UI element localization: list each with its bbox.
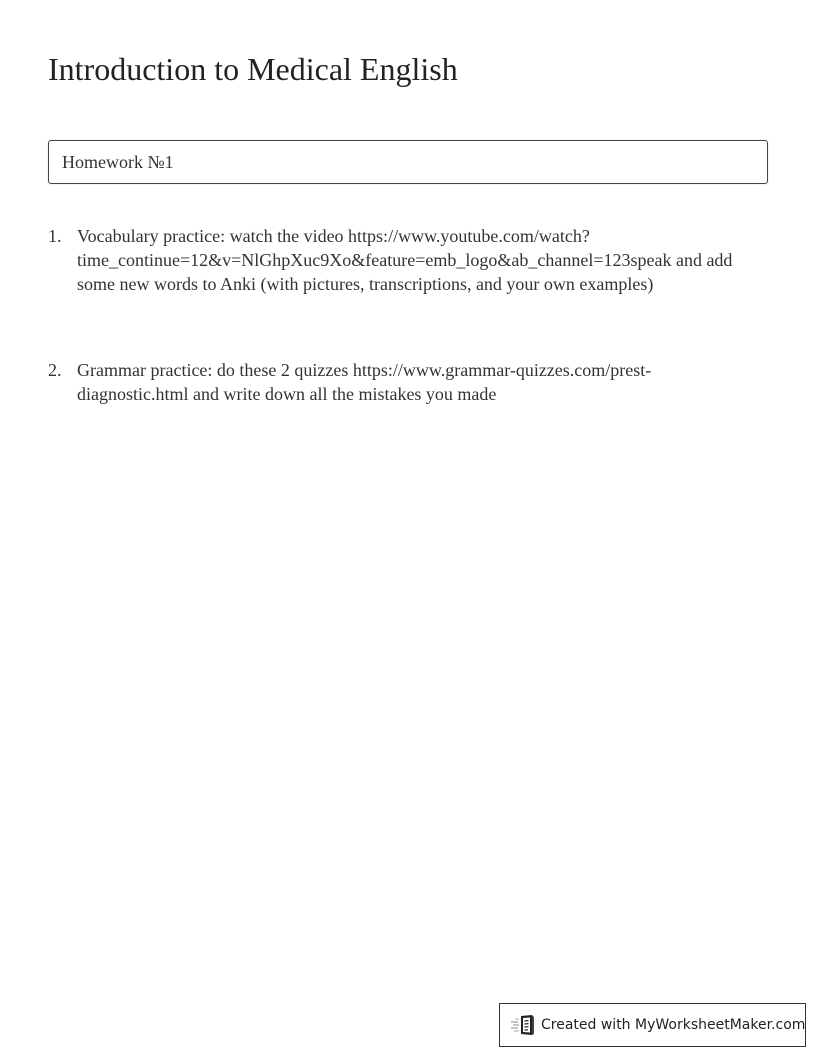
page-title: Introduction to Medical English — [48, 51, 458, 87]
task-text — [77, 224, 767, 296]
task-text-line: time_continue=12&v=NlGhpXuc9Xo&feature=emb_logo&ab_channel=123speak and add — [77, 250, 733, 270]
homework-section-box — [48, 140, 768, 184]
task-text-line: some new words to Anki (with pictures, transcriptions, and your own examples) — [77, 274, 654, 294]
task-text-line: diagnostic.html and write down all the mistakes you made — [77, 384, 497, 404]
task-number: 1. — [48, 226, 62, 246]
created-with-label[interactable]: Created with MyWorksheetMaker.com — [541, 1017, 806, 1033]
task-text-line: Vocabulary practice: watch the video https://www.youtube.com/watch? — [77, 226, 590, 246]
task-number: 2. — [48, 360, 62, 380]
task-text — [77, 358, 767, 406]
homework-section-label: Homework №1 — [62, 152, 174, 172]
worksheet-maker-logo-icon — [510, 1014, 536, 1036]
task-text-line: Grammar practice: do these 2 quizzes https://www.grammar-quizzes.com/prest- — [77, 360, 652, 380]
created-with-badge[interactable] — [499, 1003, 806, 1047]
